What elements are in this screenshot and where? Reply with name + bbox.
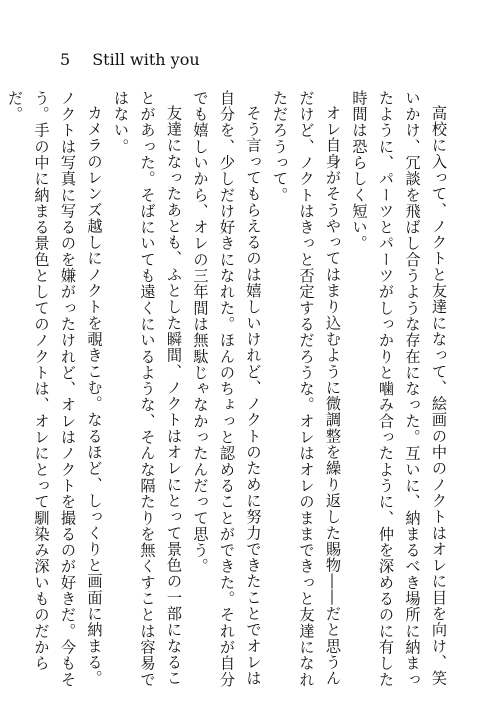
- paragraph-2: オレ自身がそうやってはまり込むように微調整を繰り返した賜物――だと思うんだけど、ノクトはきっと否定するだろうな。オレはオレのままできっと友達になれただろうって。: [271, 90, 342, 688]
- paragraph-1: 高校に入って、ノクトと友達になって、絵画の中のノクトはオレに目を向け、笑いかけ、冗談を飛ばし合うような存在になった。互いに、納まるべき場所に納まったように、パーツとパーツがしっかりと噛み合ったように、仲を深めるのに有した時間は恐らしく短い。: [350, 90, 448, 688]
- paragraph-5: カメラのレンズ越しにノクトを覗きこむ。なるほど、しっくりと画面に納まる。ノクトは写真に写るのを嫌がったけれど、オレはノクトを撮るのが好きだ。今もそう。手の中に納まる景色としてのノクトは、オレにとって馴染み深いものだからだ。: [6, 90, 104, 688]
- vertical-text-body: [0, 90, 452, 690]
- running-title: Still with you: [92, 49, 200, 69]
- page-header: [60, 46, 200, 72]
- paragraph-6: [0, 90, 2, 690]
- paragraph-4: 友達になったあとも、ふとした瞬間、ノクトはオレにとって景色の一部になることがあった。そばにいても遠くにいるような、そんな隔たりを無くすことは容易ではない。: [112, 90, 183, 688]
- paragraph-3: そう言ってもらえるのは嬉しいけれど、ノクトのために努力できたことでオレは自分を、少しだけ好きになれた。ほんのちょっと認めることができた。それが自分でも嬉しいから、オレの三年間は無駄じゃなかったんだって思う。: [191, 90, 263, 688]
- page-number: 5: [60, 49, 71, 69]
